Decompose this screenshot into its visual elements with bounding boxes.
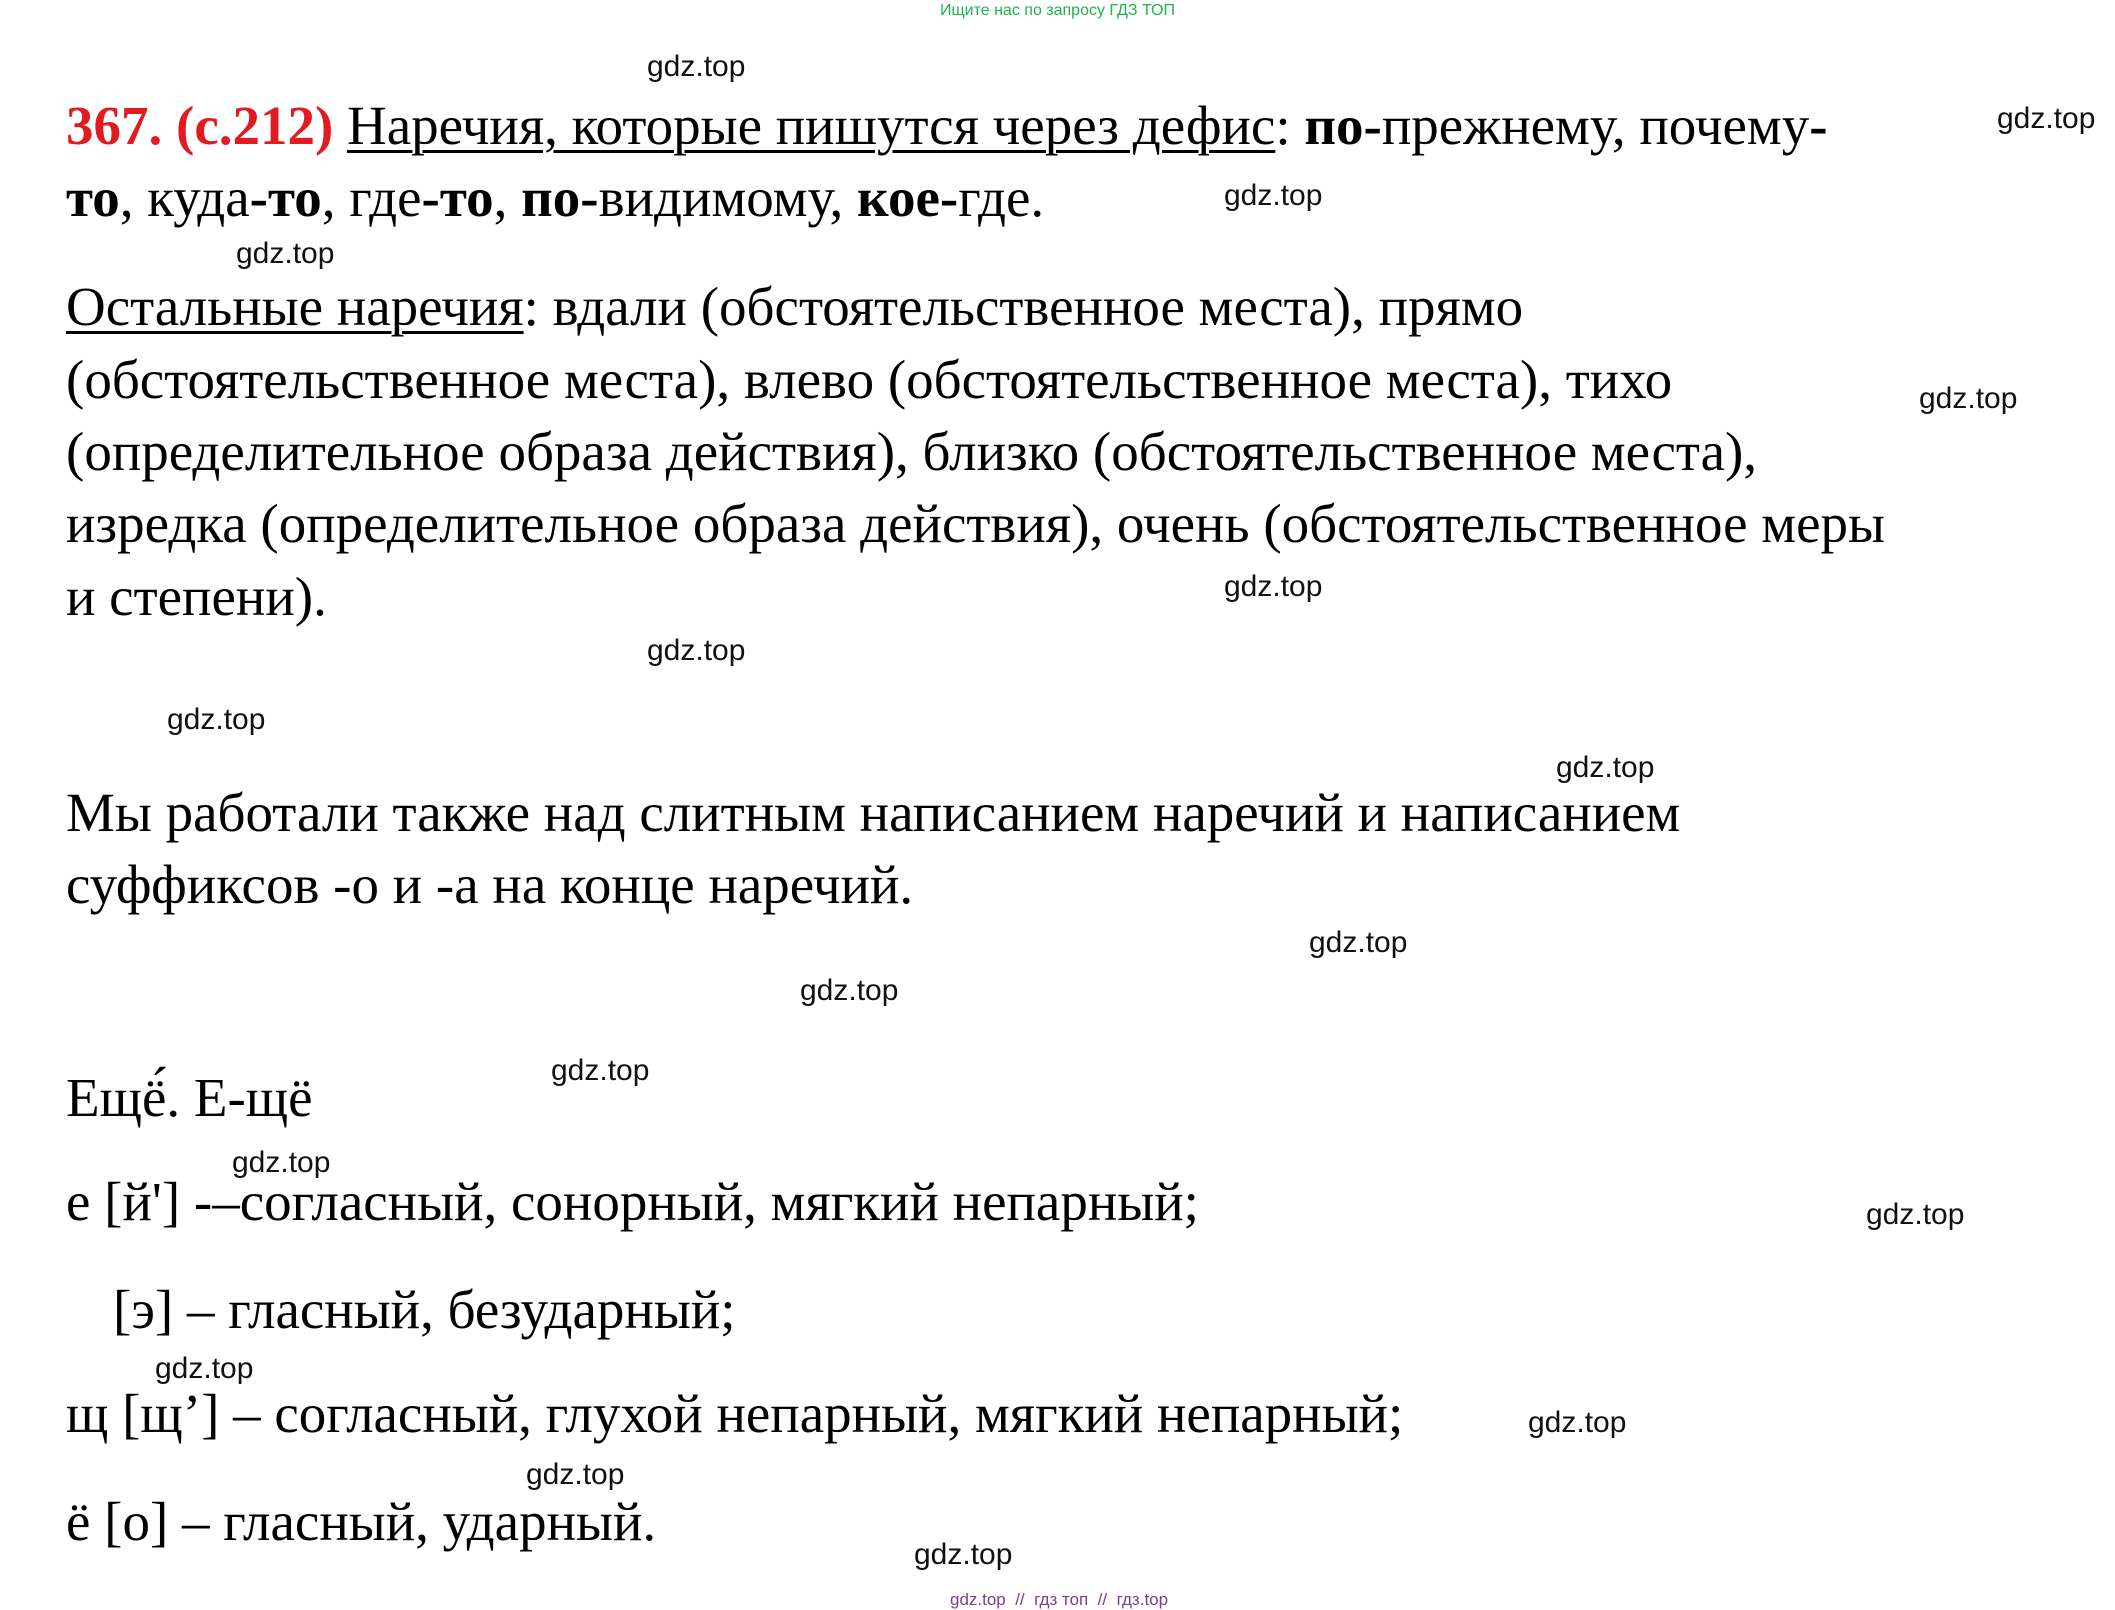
watermark: gdz.top [800, 974, 899, 1007]
paragraph-line: Мы работали также над слитным написанием наречий и написанием [66, 782, 1681, 843]
other-adverbs-text: : вдали (обстоятельственное места), прямо [523, 276, 1524, 337]
paragraph-line: суффиксов -о и -а на конце наречий. [66, 854, 914, 915]
watermark: gdz.top [1224, 570, 1323, 603]
other-adverbs-line: (определительное образа действия), близко (обстоятельственное места), [66, 421, 1758, 482]
text-fragment: , где [321, 167, 422, 228]
watermark: gdz.top [1919, 382, 2018, 415]
watermark: gdz.top [236, 237, 335, 270]
particle-to: -то [249, 167, 322, 228]
watermark: gdz.top [647, 634, 746, 667]
particle-to: то [66, 167, 120, 228]
task-heading-line [66, 90, 1828, 162]
watermark: gdz.top [1997, 102, 2096, 135]
other-adverbs-line [66, 271, 1523, 343]
watermark: gdz.top [1224, 179, 1323, 212]
watermark: gdz.top [914, 1538, 1013, 1571]
phonetic-word: Ещё́. Е-щё [66, 1067, 313, 1128]
watermark: gdz.top [232, 1146, 331, 1179]
watermark: gdz.top [1528, 1406, 1627, 1439]
hyphen-adverbs-heading: Наречия, которые пишутся через дефис [347, 95, 1276, 156]
footer-banner: gdz.top // гдз топ // гдз.top [950, 1590, 1169, 1609]
phonetic-line: ё [о] – гласный, ударный. [66, 1491, 657, 1552]
text-fragment: , куда [119, 167, 250, 228]
prefix-koe: кое- [857, 167, 959, 228]
watermark: gdz.top [155, 1352, 254, 1385]
watermark: gdz.top [551, 1054, 650, 1087]
watermark: gdz.top [647, 50, 746, 83]
other-adverbs-line: изредка (определительное образа действия), очень (обстоятельственное меры [66, 493, 1885, 554]
text-fragment: где. [958, 167, 1045, 228]
other-adverbs-heading: Остальные наречия [66, 276, 524, 337]
particle-to: -то [421, 167, 494, 228]
hyphen-adverbs-line [66, 162, 1044, 234]
hyphen-mark: - [1809, 95, 1828, 156]
watermark: gdz.top [1556, 751, 1655, 784]
other-adverbs-line: и степени). [66, 566, 327, 627]
text-fragment: видимому, [598, 167, 858, 228]
watermark: gdz.top [1866, 1198, 1965, 1231]
watermark: gdz.top [1309, 926, 1408, 959]
prefix-po: по- [521, 167, 599, 228]
phonetic-line: [э] – гласный, безударный; [113, 1279, 736, 1340]
phonetic-line: е [й'] -–согласный, сонорный, мягкий непарный; [66, 1171, 1199, 1232]
heading-colon: : [1275, 95, 1291, 156]
line1-text: прежнему, почему [1381, 95, 1810, 156]
watermark: gdz.top [526, 1458, 625, 1491]
watermark: gdz.top [167, 703, 266, 736]
other-adverbs-line: (обстоятельственное места), влево (обстоятельственное места), тихо [66, 349, 1673, 410]
text-fragment: , [493, 167, 522, 228]
search-banner: Ищите нас по запросу ГДЗ ТОП [940, 2, 1175, 19]
prefix-po: по- [1304, 95, 1382, 156]
phonetic-line: щ [щ’] – согласный, глухой непарный, мягкий непарный; [66, 1383, 1404, 1444]
task-number: 367. (с.212) [66, 95, 334, 156]
